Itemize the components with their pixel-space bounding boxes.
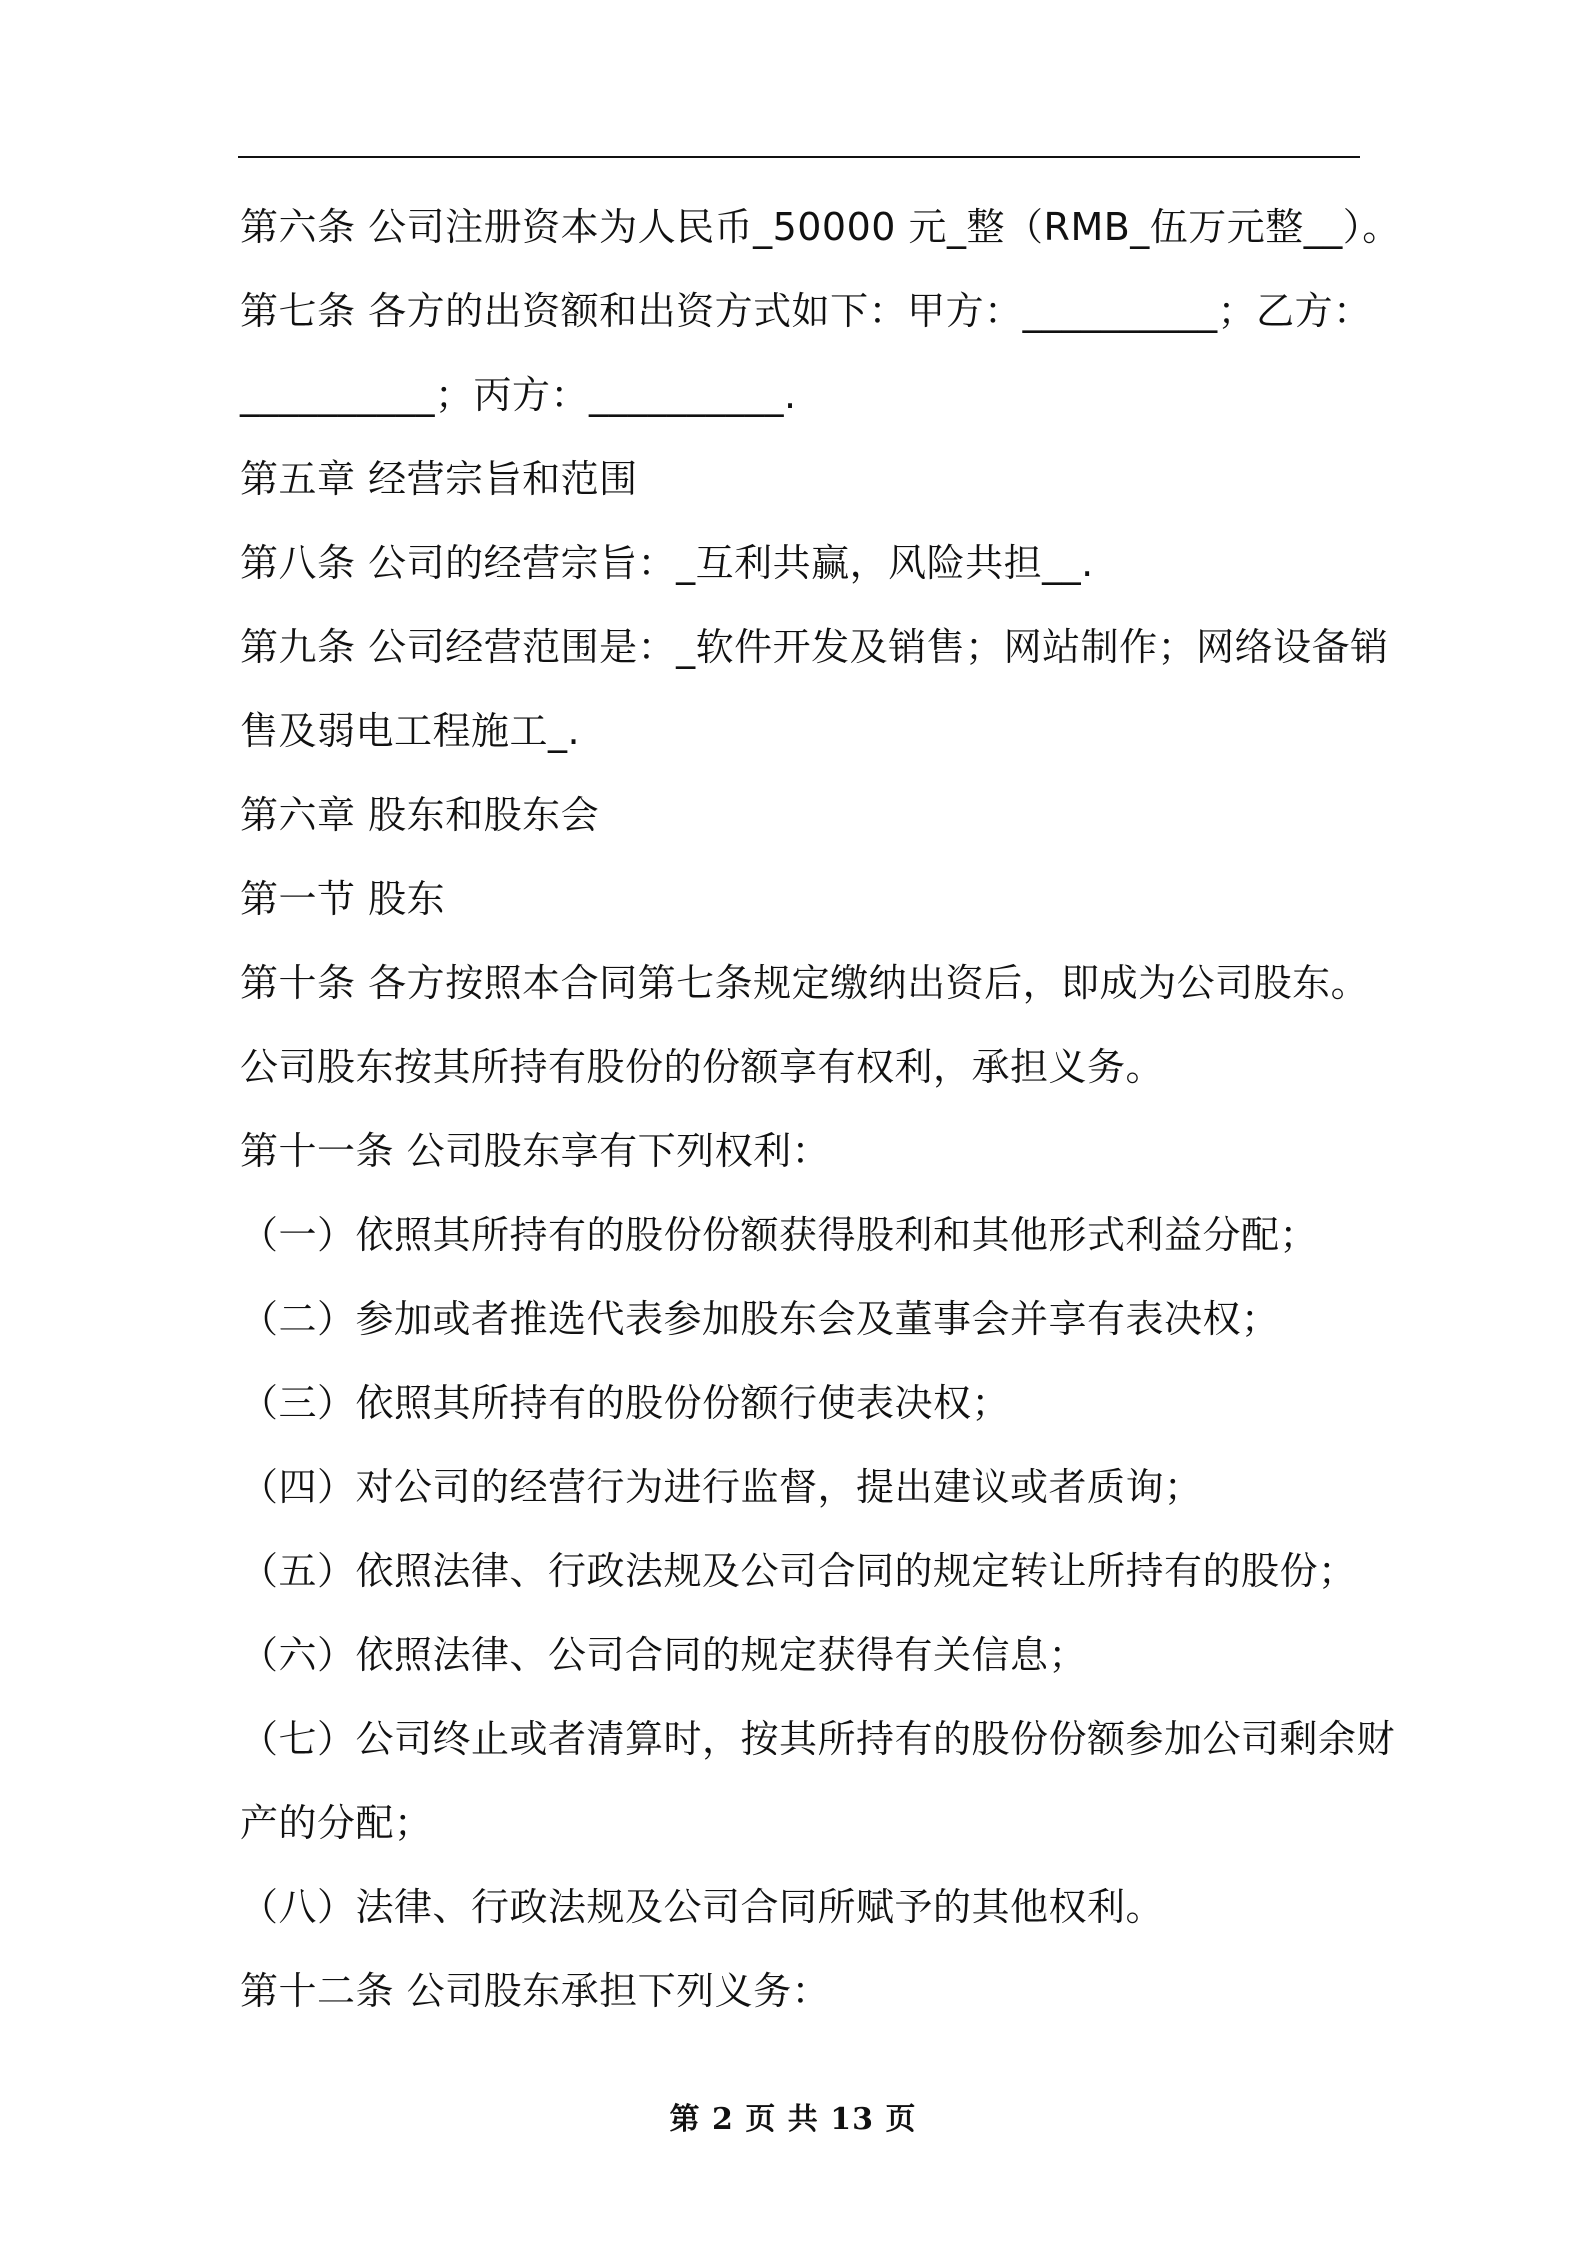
line-article-7: 第七条 各方的出资额和出资方式如下：甲方：__________；乙方：	[240, 289, 1372, 333]
line-chapter-5: 第五章 经营宗旨和范围	[240, 457, 638, 501]
footer-total-pages: 13	[830, 2102, 874, 2137]
line-right-4: （四）对公司的经营行为进行监督，提出建议或者质询；	[240, 1465, 1203, 1509]
line-article-12: 第十二条 公司股东承担下列义务：	[240, 1969, 831, 2013]
line-section-1: 第一节 股东	[240, 877, 446, 921]
line-right-5: （五）依照法律、行政法规及公司合同的规定转让所持有的股份；	[240, 1549, 1357, 1593]
header-rule	[238, 156, 1360, 158]
document-body	[240, 185, 1401, 2033]
line-right-3: （三）依照其所持有的股份份额行使表决权；	[240, 1381, 1011, 1425]
line-article-8: 第八条 公司的经营宗旨：_互利共赢，风险共担__.	[240, 541, 1094, 585]
footer-middle: 页 共	[745, 2102, 819, 2137]
page-footer	[0, 2094, 1586, 2138]
line-chapter-6: 第六章 股东和股东会	[240, 793, 600, 837]
footer-prefix: 第	[669, 2102, 701, 2137]
line-article-9-cont: 售及弱电工程施工_.	[240, 709, 581, 753]
line-article-6: 第六条 公司注册资本为人民币_50000 元_整（RMB_伍万元整__）。	[240, 205, 1401, 249]
footer-suffix: 页	[885, 2102, 917, 2137]
line-right-1: （一）依照其所持有的股份份额获得股利和其他形式利益分配；	[240, 1213, 1319, 1257]
line-right-8: （八）法律、行政法规及公司合同所赋予的其他权利。	[240, 1885, 1165, 1929]
line-right-6: （六）依照法律、公司合同的规定获得有关信息；	[240, 1633, 1088, 1677]
line-article-10-cont: 公司股东按其所持有股份的份额享有权利，承担义务。	[240, 1045, 1165, 1089]
line-article-11: 第十一条 公司股东享有下列权利：	[240, 1129, 831, 1173]
line-article-9: 第九条 公司经营范围是：_软件开发及销售；网站制作；网络设备销	[240, 625, 1389, 669]
line-right-7: （七）公司终止或者清算时，按其所持有的股份份额参加公司剩余财	[240, 1717, 1396, 1761]
footer-current-page: 2	[712, 2102, 734, 2137]
line-article-10: 第十条 各方按照本合同第七条规定缴纳出资后，即成为公司股东。	[240, 961, 1370, 1005]
line-right-2: （二）参加或者推选代表参加股东会及董事会并享有表决权；	[240, 1297, 1280, 1341]
line-right-7-cont: 产的分配；	[240, 1801, 433, 1845]
line-article-7-cont: __________；丙方：__________.	[240, 373, 797, 417]
